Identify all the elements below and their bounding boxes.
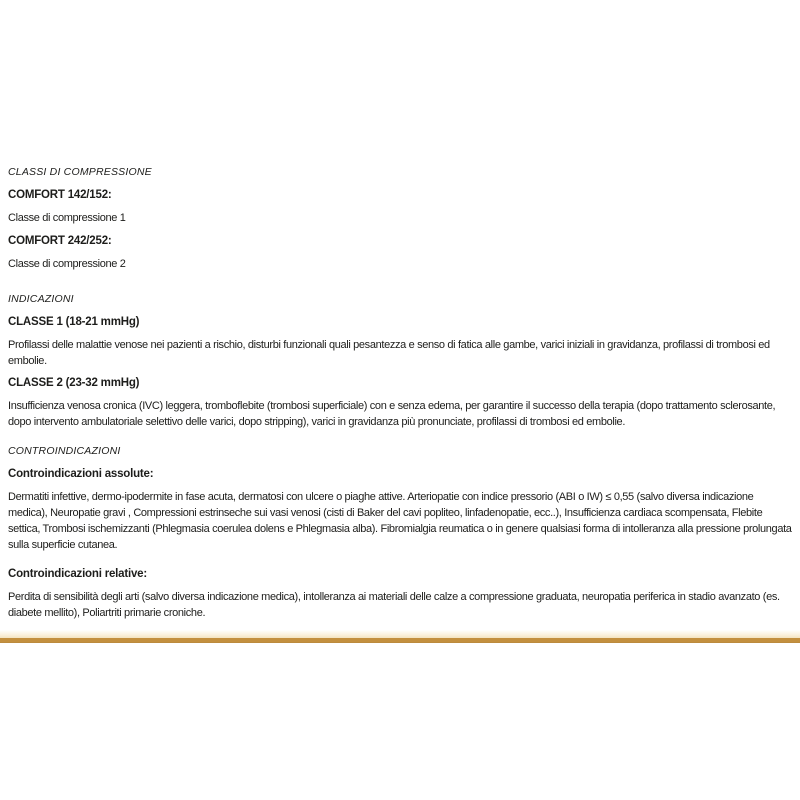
- text-classe-2: Insufficienza venosa cronica (IVC) leggera, tromboflebite (trombosi superficiale) con e senza edema, per garantire il successo della terapia (dopo trattamento sclerosante, dopo intervento ambulatoriale selettivo delle varici, dopo stripping), varici in gravidanza più pronunciate, profilassi di trombosi ed embolie.: [8, 400, 776, 428]
- text-contraindications-absolute: Dermatiti infettive, dermo-ipodermite in fase acuta, dermatosi con ulcere o piaghe attive. Arteriopatie con indice pressorio (ABI o IW) ≤ 0,55 (salvo diversa indicazione medica), Neuropatie gravi , Compressioni estrinseche sui vasi venosi (cisti di Baker del cavi popliteo, linfadenopatie, ecc..), Insufficienza cardiaca scompensata, Flebite settica, Trombosi ischemizzanti (Phlegmasia coerulea dolens e Phlegmasia alba). Fibromialgia reumatica o in genere qualsiasi forma di intolleranza alla pressione prolungata sulla superficie cutanea.: [8, 491, 792, 551]
- heading-contraindications-relative: Controindicazioni relative:: [8, 568, 148, 580]
- heading-comfort-242-252: COMFORT 242/252:: [8, 235, 112, 247]
- text-contraindications-relative: Perdita di sensibilità degli arti (salvo diversa indicazione medica), intolleranza ai materiali delle calze a compressione graduata, neuropatia periferica in stadio avanzato (es. diabete mellito), Poliartriti primarie croniche.: [8, 591, 780, 619]
- heading-classe-2: CLASSE 2 (23-32 mmHg): [8, 377, 140, 389]
- section-indications: [8, 292, 794, 437]
- text-comfort-142-152: Classe di compressione 1: [8, 212, 126, 224]
- section-label-contraindications: CONTROINDICAZIONI: [8, 445, 121, 457]
- text-classe-1: Profilassi delle malattie venose nei pazienti a rischio, disturbi funzionali quali pesantezza e senso di fatica alle gambe, varici iniziali in gravidanza, profilassi di trombosi ed embolie.: [8, 339, 770, 367]
- gold-accent-divider: [0, 630, 800, 643]
- text-comfort-242-252: Classe di compressione 2: [8, 258, 126, 270]
- section-label-compression-classes: CLASSI DI COMPRESSIONE: [8, 166, 152, 178]
- heading-classe-1: CLASSE 1 (18-21 mmHg): [8, 316, 140, 328]
- heading-contraindications-absolute: Controindicazioni assolute:: [8, 468, 154, 480]
- section-contraindications: [8, 444, 794, 628]
- section-label-indications: INDICAZIONI: [8, 293, 74, 305]
- section-compression-classes: [8, 165, 794, 280]
- heading-comfort-142-152: COMFORT 142/152:: [8, 189, 112, 201]
